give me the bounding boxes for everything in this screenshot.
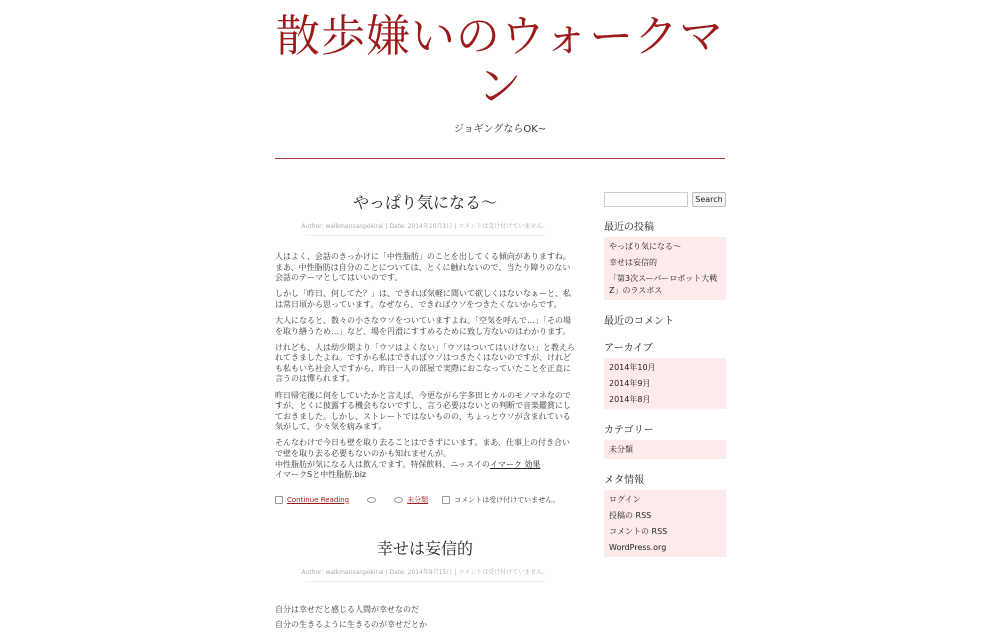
post-affiliate-site: イマークSと中性脂肪.biz (275, 470, 367, 480)
post-body (275, 252, 575, 481)
site-header (275, 12, 725, 135)
meta-link-posts-rss[interactable]: 投稿の RSS (609, 511, 652, 520)
affiliate-text: 中性脂肪が気になる人は飲んでます。特保飲料、ニッスイの (275, 459, 490, 469)
category-icon (394, 497, 403, 503)
post-paragraph: 人はよく、会話のきっかけに「中性脂肪」のことを出してくる傾向がありますね。まあ、中性脂肪は自分のことについては、とくに触れないので、当たり障りのない会話のテーマとしてはいいのです。 (275, 252, 571, 283)
meta-link-comments-rss[interactable]: コメントの RSS (609, 527, 668, 536)
post-meta-divider (305, 235, 545, 236)
post-footer (275, 494, 575, 506)
main-content (275, 185, 575, 632)
post-paragraph: 大人になると、数々の小さなウソをついていますよね。「空気を呼んで…」「その場を取り繕うため…」など、場を円滑にすすめるために致し方ないのはわかります。 (275, 315, 571, 336)
site-title[interactable]: 散歩嫌いのウォークマン (275, 11, 725, 112)
post (275, 190, 575, 506)
sidebar (604, 191, 726, 557)
post (275, 536, 575, 632)
meta-title: メタ情報 (604, 475, 644, 486)
search-form (604, 191, 726, 208)
archive-link[interactable]: 2014年8月 (609, 395, 651, 404)
post-meta: Author: walkmansanpokirai | Date: 2014年9月15日 | コメントは受け付けていません。 (301, 568, 549, 576)
post-paragraph: けれども、人は幼少期より「ウソはよくない」「ウソはついてはいけない」と教えられてきましたよね。ですから私はできればウソはつきたくはないのですが、けれども私もいち社会人ですから、昨日一人の部屋で実際におこなっていたことを正直に言うのは憚られます。 (275, 342, 575, 384)
recent-post-link[interactable]: やっぱり気になる～ (609, 242, 681, 251)
eye-icon (367, 497, 376, 503)
post-affiliate-line (275, 460, 575, 471)
meta-link-login[interactable]: ログイン (609, 495, 641, 504)
categories-list (604, 440, 726, 459)
post-title[interactable]: 幸せは妄信的 (376, 538, 473, 558)
post-title[interactable]: やっぱり気になる～ (352, 193, 497, 212)
affiliate-link[interactable]: イマーク 効果 (489, 459, 541, 469)
post-paragraph: そんなわけで今日も壁を取り去ることはできずにいます。まあ、仕事上の付き合いで壁を取り去る必要もないのかも知れませんが。 (275, 438, 571, 458)
categories-title: カテゴリー (604, 425, 654, 436)
recent-posts-list (604, 237, 726, 300)
post-line: 自分の生きるように生きるのが幸せだとか (275, 619, 427, 629)
archive-link[interactable]: 2014年10月 (609, 363, 656, 372)
search-button[interactable]: Search (692, 192, 726, 207)
archives-title: アーカイブ (604, 343, 653, 354)
recent-post-link[interactable]: 幸せは妄信的 (609, 258, 657, 267)
post-meta-divider (305, 581, 545, 582)
category-item-link[interactable]: 未分類 (609, 445, 633, 454)
recent-post-link[interactable]: 「第3次スーパーロボット大戦Z」のラスボス (609, 274, 718, 295)
comments-status: コメントは受け付けていません。 (454, 495, 560, 504)
post-paragraph: しかし「昨日、何してた？」は、できれば気軽に聞いて欲しくはないなぁーと、私は常日頃から思っています。なぜなら、できればウソをつきたくないからです。 (275, 289, 571, 309)
meta-list (604, 490, 726, 557)
post-meta: Author: walkmansanpokirai | Date: 2014年10月1日 | コメントは受け付けていません。 (301, 223, 549, 230)
category-link[interactable]: 未分類 (407, 495, 429, 504)
recent-comments-title: 最近のコメント (604, 316, 674, 327)
comment-icon (442, 496, 450, 504)
meta-link-wordpress[interactable]: WordPress.org (609, 543, 667, 552)
post-paragraph: 昨日帰宅後に何をしていたかと言えば、今更ながら宇多田ヒカルのモノマネなのですが、とくに披露する機会もないですし、言う必要はないとの判断で音楽鑑賞にしておきました。しかし、ストレートではないものの、ちょっとウソが含まれている気がして、少々気を病みます。 (275, 390, 571, 432)
post-line: 自分は幸せだと感じる人間が幸せなのだ (275, 604, 419, 614)
recent-posts-title: 最近の投稿 (604, 222, 654, 233)
document-icon (275, 496, 283, 504)
site-description: ジョギングならOK~ (453, 124, 547, 135)
search-input[interactable] (604, 192, 688, 207)
archives-list (604, 358, 726, 409)
header-divider (275, 158, 725, 159)
archive-link[interactable]: 2014年9月 (609, 379, 651, 388)
post-body (275, 602, 575, 632)
continue-reading-link[interactable]: Continue Reading (287, 495, 350, 504)
